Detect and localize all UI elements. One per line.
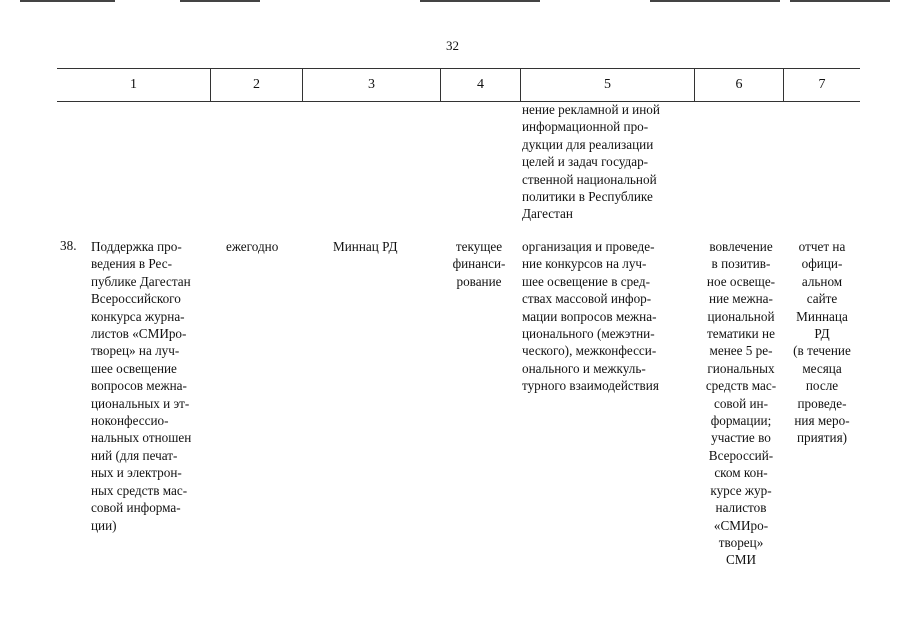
header-col-1: 1 xyxy=(130,77,137,92)
text-line: (в течение xyxy=(793,343,851,359)
header-col-3: 3 xyxy=(302,69,440,101)
row-col3-executor: Миннац РД xyxy=(333,239,398,254)
text-line: информационной про- xyxy=(522,119,649,135)
text-line: офици- xyxy=(801,256,843,272)
text-line: отчет на xyxy=(798,239,846,254)
text-line: Всероссийского xyxy=(91,291,181,307)
text-line: Поддержка про- xyxy=(91,239,182,254)
text-line: нальных отношен xyxy=(91,430,192,446)
header-col-6: 6 xyxy=(694,69,783,101)
header-col-7: 7 xyxy=(783,69,860,101)
scan-mark xyxy=(420,0,540,2)
text-line: организация и проведе- xyxy=(522,239,655,254)
text-line: после xyxy=(805,378,839,394)
text-line: турного взаимодействия xyxy=(522,378,659,394)
text-line: Всероссий- xyxy=(708,447,774,463)
page-number: 32 xyxy=(446,38,459,53)
text-line: ное освеще- xyxy=(706,273,776,289)
text-line: рование xyxy=(456,273,502,289)
text-line: политики в Республике xyxy=(522,189,653,205)
text-line: ствах массовой инфор- xyxy=(522,291,652,307)
text-line: циональных и эт- xyxy=(91,395,190,411)
text-line: средств мас- xyxy=(705,378,777,394)
scan-mark xyxy=(20,0,115,2)
text-line: налистов xyxy=(715,500,767,516)
scan-mark xyxy=(180,0,260,2)
text-line: мации вопросов межна- xyxy=(522,308,657,324)
row-number: 38. xyxy=(60,238,77,253)
header-col-5: 5 xyxy=(520,69,694,101)
text-line: в позитив- xyxy=(711,256,771,272)
row-col7-reporting xyxy=(786,238,858,447)
text-line: ведения в Рес- xyxy=(91,256,172,272)
text-line: приятия) xyxy=(796,430,848,446)
text-line: совой ин- xyxy=(713,395,769,411)
text-line: Миннаца xyxy=(796,308,848,324)
text-line: альном xyxy=(801,273,843,289)
header-col-4: 4 xyxy=(440,69,520,101)
text-line: ции) xyxy=(91,517,117,533)
text-line: шее освещение в сред- xyxy=(522,273,650,289)
text-line: ние конкурсов на луч- xyxy=(522,256,647,272)
scan-mark xyxy=(790,0,890,2)
text-line: творец» xyxy=(718,534,764,550)
text-line: вопросов межна- xyxy=(91,378,187,394)
text-line: ционального (межэтни- xyxy=(522,326,655,342)
row-col1-activity xyxy=(91,238,208,534)
text-line: онального и межкуль- xyxy=(522,360,646,376)
text-line: курсе жур- xyxy=(710,482,772,498)
text-line: совой информа- xyxy=(91,500,181,516)
continuation-col5 xyxy=(522,101,686,223)
text-line: гиональных xyxy=(707,360,775,376)
text-line: формации; xyxy=(710,413,772,429)
text-line: месяца xyxy=(802,360,842,376)
text-line: шее освещение xyxy=(91,360,177,376)
text-line: ний (для печат- xyxy=(91,447,178,463)
text-line: творец» на луч- xyxy=(91,343,180,359)
text-line: конкурса журна- xyxy=(91,308,185,324)
text-line: публике Дагестан xyxy=(91,273,191,289)
header-col-2: 2 xyxy=(210,69,302,101)
text-line: участие во xyxy=(711,430,771,446)
text-line: тематики не xyxy=(707,326,775,342)
row-col4-funding xyxy=(443,238,515,290)
scan-mark xyxy=(650,0,780,2)
text-line: ния меро- xyxy=(794,413,850,429)
text-line: ческого), межконфесси- xyxy=(522,343,657,359)
text-line: финанси- xyxy=(452,256,506,272)
text-line: ском кон- xyxy=(714,465,768,481)
row-col6-indicators xyxy=(698,238,784,569)
text-line: ственной национальной xyxy=(522,171,657,187)
text-line: циональной xyxy=(707,308,775,324)
text-line: дукции для реализации xyxy=(522,136,654,152)
table-header-row xyxy=(57,68,860,102)
text-line: проведе- xyxy=(797,395,847,411)
text-line: ноконфессио- xyxy=(91,413,169,429)
text-line: сайте xyxy=(806,291,838,307)
text-line: «СМИро- xyxy=(713,517,769,533)
text-line: менее 5 ре- xyxy=(709,343,773,359)
text-line: листов «СМИро- xyxy=(91,326,187,342)
text-line: вовлечение xyxy=(709,239,773,254)
row-col5-measures xyxy=(522,238,686,395)
top-scan-marks xyxy=(0,0,905,6)
text-line: ных средств мас- xyxy=(91,482,188,498)
text-line: текущее xyxy=(455,239,503,254)
text-line: ние межна- xyxy=(709,291,773,307)
text-line: целей и задач государ- xyxy=(522,154,649,170)
text-line: ных и электрон- xyxy=(91,465,182,481)
text-line: РД xyxy=(814,326,830,342)
text-line: Дагестан xyxy=(522,206,573,222)
text-line: СМИ xyxy=(725,552,757,568)
row-col2-period: ежегодно xyxy=(226,239,279,254)
text-line: нение рекламной и иной xyxy=(522,102,660,117)
